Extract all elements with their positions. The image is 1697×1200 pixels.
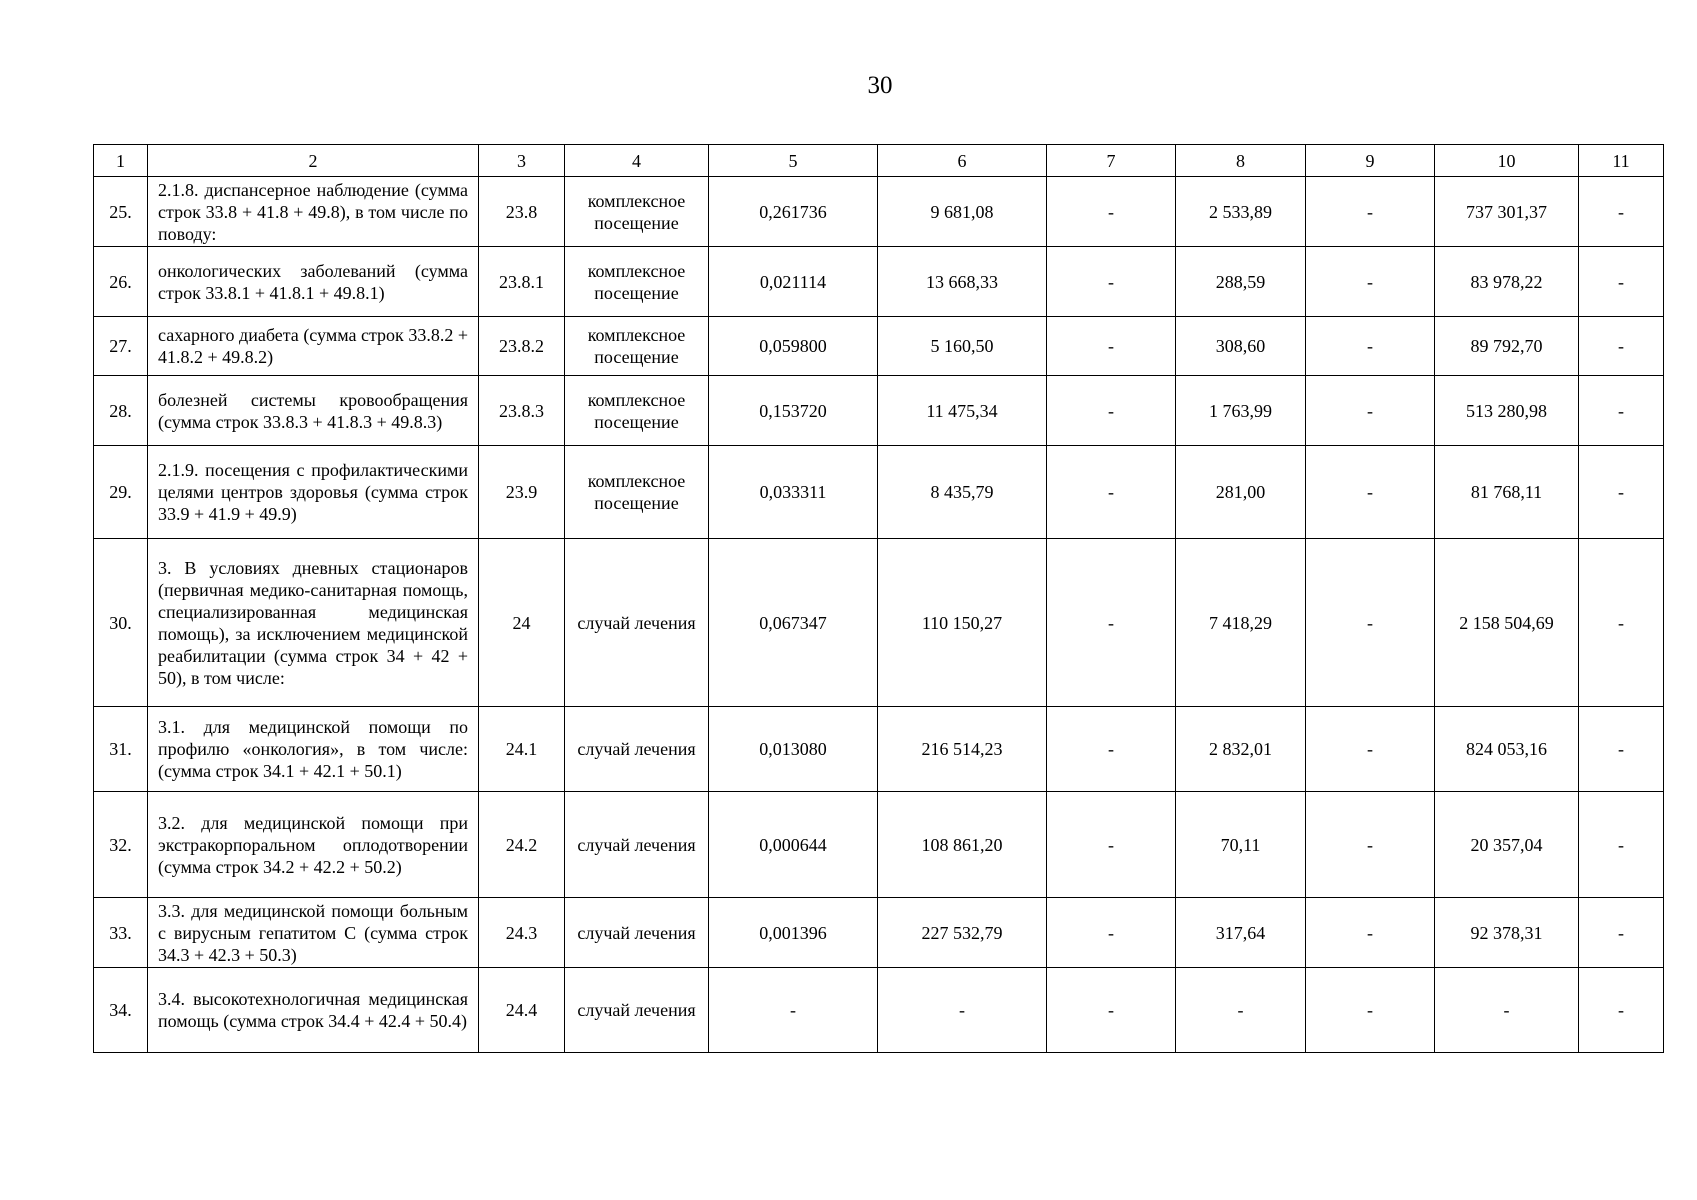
row-code: 24.1 [479,707,565,792]
column-header: 1 [94,145,148,177]
row-value-8: 2 832,01 [1176,707,1306,792]
row-value-7: - [1047,792,1176,898]
row-value-8: - [1176,968,1306,1053]
row-value-11: - [1579,792,1664,898]
row-value-9: - [1306,539,1435,707]
row-code: 24.2 [479,792,565,898]
row-value-5: 0,000644 [709,792,878,898]
row-unit: случай лечения [565,707,709,792]
row-unit: комплексное посещение [565,446,709,539]
row-value-6: 227 532,79 [878,898,1047,968]
row-value-9: - [1306,317,1435,376]
column-header: 10 [1435,145,1579,177]
row-value-9: - [1306,177,1435,247]
row-unit: случай лечения [565,792,709,898]
row-value-6: 216 514,23 [878,707,1047,792]
row-value-7: - [1047,376,1176,446]
row-code: 23.8.3 [479,376,565,446]
table-row [94,247,1664,317]
row-value-6: 5 160,50 [878,317,1047,376]
column-header: 6 [878,145,1047,177]
row-value-11: - [1579,376,1664,446]
row-value-11: - [1579,898,1664,968]
row-value-10: 737 301,37 [1435,177,1579,247]
table-row [94,317,1664,376]
column-header: 2 [148,145,479,177]
row-number: 29. [94,446,148,539]
row-unit: комплексное посещение [565,247,709,317]
row-value-7: - [1047,968,1176,1053]
row-value-5: 0,001396 [709,898,878,968]
row-value-8: 308,60 [1176,317,1306,376]
row-value-5: 0,261736 [709,177,878,247]
row-number: 28. [94,376,148,446]
row-description: 3.1. для медицинской помощи по профилю «онкология», в том числе: (сумма строк 34.1 + 42.1 + 50.1) [148,707,479,792]
row-unit: случай лечения [565,968,709,1053]
row-value-10: 92 378,31 [1435,898,1579,968]
row-value-11: - [1579,446,1664,539]
row-value-7: - [1047,177,1176,247]
column-header: 3 [479,145,565,177]
row-number: 33. [94,898,148,968]
row-value-10: 824 053,16 [1435,707,1579,792]
row-value-5: 0,033311 [709,446,878,539]
row-value-11: - [1579,968,1664,1053]
row-value-7: - [1047,317,1176,376]
table-row [94,707,1664,792]
row-value-9: - [1306,792,1435,898]
row-value-5: - [709,968,878,1053]
table-row [94,376,1664,446]
row-value-5: 0,153720 [709,376,878,446]
row-value-8: 2 533,89 [1176,177,1306,247]
row-value-8: 281,00 [1176,446,1306,539]
row-value-11: - [1579,707,1664,792]
row-value-10: 513 280,98 [1435,376,1579,446]
row-value-9: - [1306,968,1435,1053]
row-value-6: 9 681,08 [878,177,1047,247]
row-code: 23.9 [479,446,565,539]
row-value-9: - [1306,707,1435,792]
row-unit: комплексное посещение [565,376,709,446]
row-value-11: - [1579,539,1664,707]
row-value-10: - [1435,968,1579,1053]
row-value-10: 89 792,70 [1435,317,1579,376]
row-value-10: 83 978,22 [1435,247,1579,317]
row-value-10: 81 768,11 [1435,446,1579,539]
row-value-5: 0,021114 [709,247,878,317]
row-value-6: 8 435,79 [878,446,1047,539]
table-row [94,968,1664,1053]
row-value-8: 288,59 [1176,247,1306,317]
row-value-9: - [1306,247,1435,317]
row-value-5: 0,059800 [709,317,878,376]
row-value-8: 317,64 [1176,898,1306,968]
column-header: 9 [1306,145,1435,177]
row-value-9: - [1306,376,1435,446]
table-row [94,539,1664,707]
row-unit: случай лечения [565,539,709,707]
row-value-8: 70,11 [1176,792,1306,898]
row-value-10: 20 357,04 [1435,792,1579,898]
row-value-8: 7 418,29 [1176,539,1306,707]
row-description: 2.1.8. диспансерное наблюдение (сумма строк 33.8 + 41.8 + 49.8), в том числе по поводу: [148,177,479,247]
row-description: 3.2. для медицинской помощи при экстракорпоральном оплодотворении (сумма строк 34.2 + 42.2 + 50.2) [148,792,479,898]
row-value-6: 108 861,20 [878,792,1047,898]
row-code: 24.3 [479,898,565,968]
row-unit: случай лечения [565,898,709,968]
row-number: 34. [94,968,148,1053]
row-description: 2.1.9. посещения с профилактическими целями центров здоровья (сумма строк 33.9 + 41.9 + 49.9) [148,446,479,539]
row-number: 25. [94,177,148,247]
row-description: 3.4. высокотехнологичная медицинская помощь (сумма строк 34.4 + 42.4 + 50.4) [148,968,479,1053]
row-value-11: - [1579,317,1664,376]
row-value-11: - [1579,177,1664,247]
row-value-7: - [1047,247,1176,317]
row-number: 26. [94,247,148,317]
row-description: 3. В условиях дневных стационаров (первичная медико-санитарная помощь, специализированная медицинская помощь), за исключением медицинской реабилитации (сумма строк 34 + 42 + 50), в том числе: [148,539,479,707]
row-description: болезней системы кровообращения (сумма строк 33.8.3 + 41.8.3 + 49.8.3) [148,376,479,446]
row-unit: комплексное посещение [565,317,709,376]
row-number: 32. [94,792,148,898]
column-header: 7 [1047,145,1176,177]
row-code: 23.8 [479,177,565,247]
row-value-9: - [1306,446,1435,539]
data-table [93,144,1664,1053]
row-value-7: - [1047,446,1176,539]
page-number: 30 [867,72,893,99]
row-code: 24.4 [479,968,565,1053]
row-value-5: 0,013080 [709,707,878,792]
row-description: онкологических заболеваний (сумма строк 33.8.1 + 41.8.1 + 49.8.1) [148,247,479,317]
column-header: 5 [709,145,878,177]
column-header: 4 [565,145,709,177]
row-value-10: 2 158 504,69 [1435,539,1579,707]
row-value-6: 110 150,27 [878,539,1047,707]
column-header: 11 [1579,145,1664,177]
row-value-5: 0,067347 [709,539,878,707]
row-code: 24 [479,539,565,707]
row-number: 27. [94,317,148,376]
row-value-7: - [1047,539,1176,707]
row-value-9: - [1306,898,1435,968]
row-value-7: - [1047,898,1176,968]
row-value-6: - [878,968,1047,1053]
row-description: сахарного диабета (сумма строк 33.8.2 + 41.8.2 + 49.8.2) [148,317,479,376]
table-row [94,446,1664,539]
table-row [94,792,1664,898]
row-value-6: 13 668,33 [878,247,1047,317]
row-number: 31. [94,707,148,792]
row-unit: комплексное посещение [565,177,709,247]
row-code: 23.8.2 [479,317,565,376]
table-row [94,898,1664,968]
column-header: 8 [1176,145,1306,177]
row-value-6: 11 475,34 [878,376,1047,446]
row-number: 30. [94,539,148,707]
column-number-row [94,145,1664,177]
row-code: 23.8.1 [479,247,565,317]
table-row [94,177,1664,247]
row-value-11: - [1579,247,1664,317]
row-description: 3.3. для медицинской помощи больным с вирусным гепатитом С (сумма строк 34.3 + 42.3 + 50.3) [148,898,479,968]
row-value-7: - [1047,707,1176,792]
row-value-8: 1 763,99 [1176,376,1306,446]
